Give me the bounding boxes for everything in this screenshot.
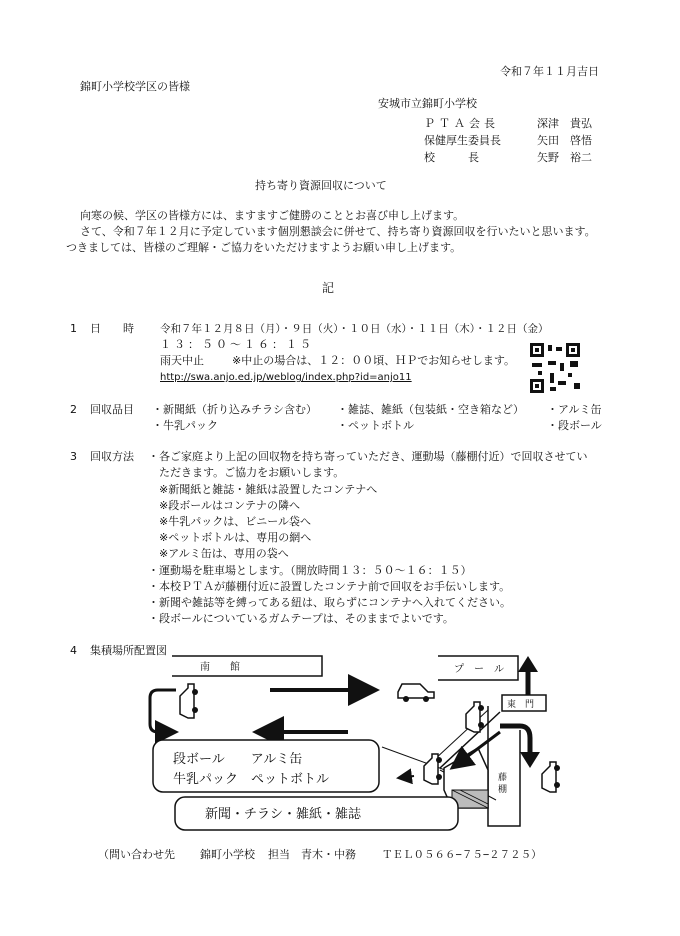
south-building bbox=[172, 656, 322, 676]
fujidana-label: 藤 bbox=[498, 773, 508, 783]
method-line: ※牛乳パックは、ビニール袋へ bbox=[148, 515, 311, 528]
method-line: ・新聞や雑誌等を縛ってある紐は、取らずにコンテナへ入れてください。 bbox=[148, 596, 511, 609]
car-icon bbox=[466, 702, 484, 732]
school-blog-link[interactable]: http://swa.anjo.ed.jp/weblog/index.php?id=anjo11 bbox=[160, 372, 412, 383]
box1-line1: 段ボール アルミ缶 bbox=[173, 752, 303, 767]
contact-tel[interactable]: ＴＥＬ０５６６−７５−２７２５） bbox=[382, 849, 542, 861]
box2-label: 新聞・チラシ・雑紙・雑誌 bbox=[205, 807, 362, 822]
document-title: 持ち寄り資源回収について bbox=[255, 179, 387, 192]
item-magazines: ・雑誌、雑紙（包装紙・空き箱など） bbox=[337, 403, 524, 416]
section-number: 2 bbox=[70, 403, 77, 416]
rain-label: 雨天中止 bbox=[160, 354, 204, 367]
intro-line: 向寒の候、学区の皆様方には、ますますご健勝のこととお喜び申し上げます。 bbox=[80, 209, 465, 222]
entry-arrow bbox=[500, 726, 530, 756]
item-cardboard: ・段ボール bbox=[547, 419, 602, 432]
event-dates: 令和７年１２月８日（月）・９日（火）・１０日（水）・１１日（木）・１２日（金） bbox=[160, 323, 549, 335]
car-icon bbox=[424, 754, 442, 784]
fujidana-label: 棚 bbox=[498, 785, 508, 795]
item-pet-bottles: ・ペットボトル bbox=[337, 419, 414, 432]
issue-date: 令和７年１１月吉日 bbox=[500, 65, 599, 78]
east-gate-label: 東 門 bbox=[507, 700, 535, 710]
method-line: ※段ボールはコンテナの隣へ bbox=[148, 499, 300, 512]
section-number: 3 bbox=[70, 450, 77, 463]
contact-person: 担当 青木・中務 bbox=[268, 848, 356, 861]
signer-title: 校 長 bbox=[424, 151, 479, 164]
item-milk-cartons: ・牛乳パック bbox=[152, 419, 218, 432]
signer-title: ＰＴＡ会長 bbox=[424, 117, 499, 130]
car-icon bbox=[542, 762, 560, 792]
method-line: ・段ボールについているガムテープは、そのままでよいです。 bbox=[148, 612, 454, 625]
section-label: 回収品目 bbox=[90, 403, 134, 416]
method-line: ※新聞紙と雑誌・雑紙は設置したコンテナへ bbox=[148, 483, 378, 496]
rain-note: ※中止の場合は、１２：００頃、ＨＰでお知らせします。 bbox=[232, 354, 516, 367]
car-icon bbox=[180, 684, 198, 718]
intro-line: さて、令和７年１２月に予定しています個別懇談会に併せて、持ち寄り資源回収を行いたいと思います。 bbox=[80, 225, 596, 238]
item-newspaper: ・新聞紙（折り込みチラシ含む） bbox=[152, 403, 317, 416]
event-time: １３：５０〜１６：１５ bbox=[160, 338, 314, 351]
section-label: 集積場所配置図 bbox=[90, 644, 167, 657]
recipient: 錦町小学校学区の皆様 bbox=[80, 80, 190, 93]
item-aluminum-cans: ・アルミ缶 bbox=[547, 403, 602, 416]
contact-school: 錦町小学校 bbox=[200, 848, 255, 861]
signer-name: 矢田 啓悟 bbox=[537, 134, 592, 147]
box1-line2: 牛乳パック ペットボトル bbox=[173, 772, 330, 787]
signer-title: 保健厚生委員長 bbox=[424, 134, 501, 147]
south-building-label: 南 館 bbox=[200, 662, 240, 673]
method-line: ・運動場を駐車場とします。（開放時間１３：５０〜１６：１５） bbox=[148, 564, 472, 577]
section-label: 回収方法 bbox=[90, 450, 134, 463]
method-line: ※アルミ缶は、専用の袋へ bbox=[148, 547, 289, 560]
method-line: ※ペットボトルは、専用の網へ bbox=[148, 531, 312, 544]
method-line: ・各ご家庭より上記の回収物を持ち寄っていただき、運動場（藤棚付近）で回収させてい bbox=[148, 450, 588, 463]
pool-label: プ ー ル bbox=[454, 664, 504, 675]
ki-heading: 記 bbox=[322, 281, 335, 295]
car-icon bbox=[398, 684, 434, 702]
section-label: 日 時 bbox=[90, 322, 134, 335]
intro-line: つきましては、皆様のご理解・ご協力をいただけますようお願い申し上げます。 bbox=[66, 241, 462, 254]
section-number: 4 bbox=[70, 644, 77, 657]
contact-label: （問い合わせ先 bbox=[98, 848, 175, 861]
signer-name: 矢野 裕二 bbox=[537, 151, 592, 164]
school-name: 安城市立錦町小学校 bbox=[378, 97, 477, 110]
dropoff-arrow bbox=[398, 776, 414, 778]
u-turn-arrow bbox=[150, 690, 176, 732]
method-line: ただきます。ご協力をお願いします。 bbox=[148, 466, 345, 479]
section-number: 1 bbox=[70, 322, 77, 335]
signer-name: 深津 貴弘 bbox=[537, 117, 592, 130]
method-line: ・本校ＰＴＡが藤棚付近に設置したコンテナ前で回収をお手伝いします。 bbox=[148, 580, 511, 593]
